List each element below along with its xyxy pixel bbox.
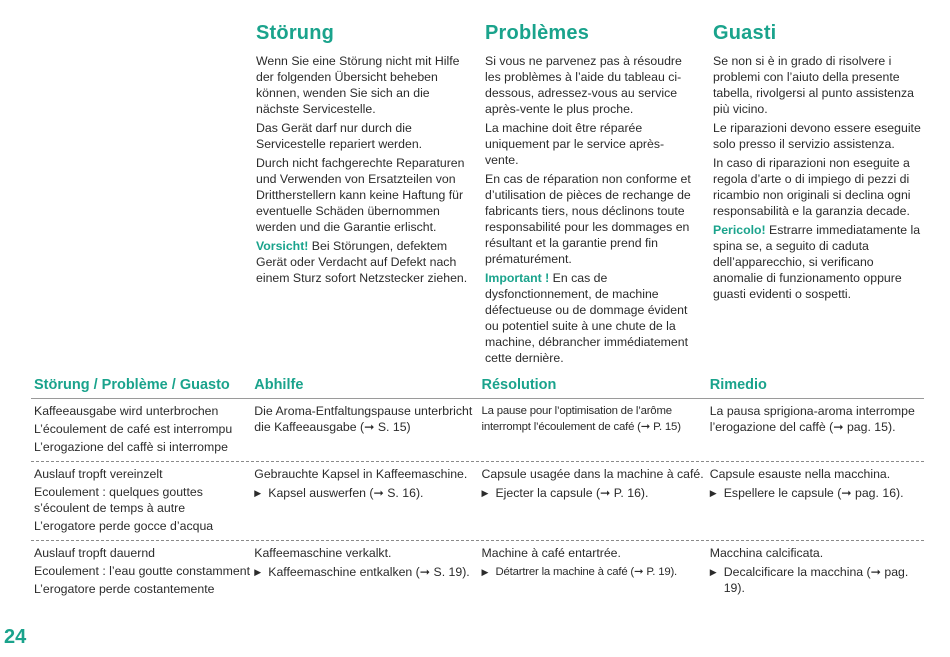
remedy-de: Die Aroma-Entfaltungspause unterbricht die Kaffeeausgabe (➞ S. 15) (254, 404, 473, 434)
paragraph-de-3: Durch nicht fachgerechte Reparaturen und Verwenden von Ersatzteilen von Drittherstellern kann keine Haftung für eventuelle Schäden übernommen werden und die Garantie erlischt. (256, 156, 465, 234)
header-resolution: Résolution (481, 377, 557, 393)
problem-de: Kaffeeausgabe wird unterbrochen (34, 404, 219, 418)
cause-de: Gebrauchte Kapsel in Kaffeemaschine. (254, 467, 468, 481)
triangle-bullet-icon: ▶ (709, 567, 717, 577)
page-number: 24 (4, 626, 27, 648)
warning-fr (485, 270, 697, 366)
remedy-it (710, 541, 924, 603)
header-rimedio: Rimedio (709, 377, 767, 393)
section-problemes (485, 22, 697, 369)
header-abhilfe: Abhilfe (254, 377, 304, 393)
cause-fr: Machine à café entartrée. (481, 546, 621, 560)
paragraph-de-1: Wenn Sie eine Störung nicht mit Hilfe der folgenden Übersicht beheben können, wenden Sie sich an die nächste Servicestelle. (256, 54, 460, 116)
warning-it (713, 222, 925, 302)
problem-fr: L’écoulement de café est interrompu (34, 422, 233, 436)
action-de (254, 564, 481, 580)
problem-it: L’erogazione del caffè si interrompe (34, 440, 228, 454)
paragraph-it-1: Se non si è in grado di risolvere i problemi con l’aiuto della presente tabella, rivolgersi al punto assistenza più vicino. (713, 54, 914, 116)
action-text-fr: Ejecter la capsule (➞ P. 16). (495, 486, 649, 500)
problem-fr: Ecoulement : quelques gouttes s’écoulent de temps à autre (34, 485, 203, 515)
warning-label-de: Vorsicht! (256, 239, 309, 253)
warning-label-it: Pericolo! (713, 223, 766, 237)
section-title-de: Störung (256, 22, 335, 44)
triangle-bullet-icon: ▶ (709, 488, 717, 498)
action-it (710, 485, 924, 501)
paragraph-fr-3: En cas de réparation non conforme et d’utilisation de pièces de rechange de fabricants tiers, nous déclinons toute responsabilité pour les dommages en résultant et la garantie prend fin prématurément. (485, 172, 691, 266)
table-row (31, 541, 924, 603)
triangle-bullet-icon: ▶ (254, 488, 262, 498)
section-guasti (713, 22, 925, 305)
problem-cell (31, 462, 254, 540)
warning-text-it: Estrarre immediatamente la spina se, a seguito di caduta dell’apparecchio, si verificano anomalie di funzionamento oppure guasti evidenti o sospetti. (713, 223, 921, 301)
remedy-fr: La pause pour l’optimisation de l’arôme interrompt l’écoulement de café (➞ P. 15) (481, 405, 681, 433)
action-fr (481, 564, 709, 580)
paragraph-fr-1: Si vous ne parvenez pas à résoudre les problèmes à l’aide du tableau ci-dessous, adressez-vous au service après-vente le plus proche. (485, 54, 682, 116)
action-de (254, 485, 481, 501)
action-fr (481, 485, 709, 501)
remedy-fr (481, 541, 709, 603)
triangle-bullet-icon: ▶ (481, 488, 489, 498)
problem-de: Auslauf tropft vereinzelt (34, 467, 163, 481)
remedy-it: La pausa sprigiona-aroma interrompe l’erogazione del caffè (➞ pag. 15). (709, 404, 915, 434)
problem-cell (31, 399, 254, 461)
paragraph-de-2: Das Gerät darf nur durch die Servicestelle repariert werden. (256, 121, 423, 151)
action-text-fr: Détartrer la machine à café (➞ P. 19). (495, 566, 678, 578)
table-row (31, 462, 924, 541)
paragraph-it-3: In caso di riparazioni non eseguite a regola d’arte o di impiego di pezzi di ricambio non originali si declina ogni responsabilità e la garanzia decade. (713, 156, 911, 218)
problem-de: Auslauf tropft dauernd (34, 546, 155, 560)
action-text-it: Espellere le capsule (➞ pag. 16). (723, 486, 904, 500)
section-stoerung (256, 22, 468, 289)
warning-text-de: Bei Störungen, defektem Gerät oder Verdacht auf Defekt nach einem Sturz sofort Netzstecker ziehen. (256, 239, 468, 285)
problem-cell (31, 541, 254, 603)
action-text-de: Kapsel auswerfen (➞ S. 16). (268, 486, 424, 500)
action-text-de: Kaffeemaschine entkalken (➞ S. 19). (268, 565, 470, 579)
paragraph-fr-2: La machine doit être réparée uniquement par le service après-vente. (485, 121, 665, 167)
triangle-bullet-icon: ▶ (254, 567, 262, 577)
problem-it: L’erogatore perde costantemente (34, 582, 215, 596)
cause-it: Macchina calcificata. (709, 546, 824, 560)
table-row (31, 399, 924, 462)
action-it (710, 564, 924, 596)
action-text-it: Decalcificare la macchina (➞ pag. 19). (723, 565, 909, 595)
remedy-it (710, 462, 924, 540)
warning-text-fr: En cas de dysfonctionnement, de machine défectueuse ou de dommage évident ou potentiel suite à une chute de la machine, débrancher immédiatement cette dernière. (485, 271, 689, 365)
cause-de: Kaffeemaschine verkalkt. (254, 546, 392, 560)
remedy-fr (481, 462, 709, 540)
section-title-fr: Problèmes (485, 22, 590, 44)
table-header (31, 376, 924, 399)
warning-de (256, 238, 468, 286)
cause-fr: Capsule usagée dans la machine à café. (481, 467, 704, 481)
section-title-it: Guasti (713, 22, 777, 44)
remedy-de (254, 541, 481, 603)
warning-label-fr: Important ! (485, 271, 550, 285)
paragraph-it-2: Le riparazioni devono essere eseguite solo presso il servizio assistenza. (713, 121, 921, 151)
problem-it: L’erogatore perde gocce d’acqua (34, 519, 214, 533)
header-problem: Störung / Problème / Guasto (34, 377, 230, 393)
troubleshooting-table (31, 376, 924, 603)
triangle-bullet-icon: ▶ (481, 567, 489, 577)
problem-fr: Ecoulement : l’eau goutte constamment (34, 564, 251, 578)
remedy-de (254, 462, 481, 540)
cause-it: Capsule esauste nella macchina. (709, 467, 891, 481)
